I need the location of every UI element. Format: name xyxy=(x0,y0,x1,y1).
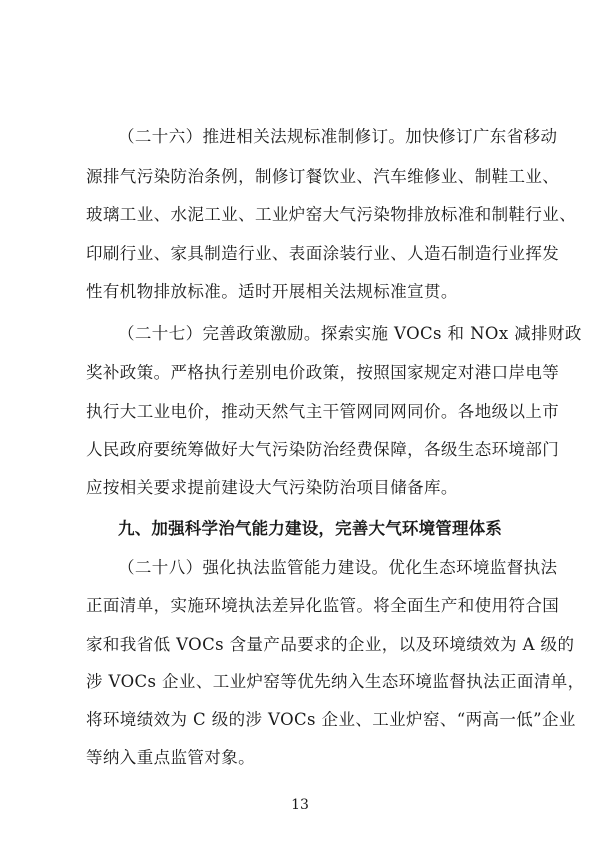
paragraph-28-line-4: 涉 VOCs 企业、工业炉窑等优先纳入生态环境监督执法正面清单， xyxy=(86,672,585,691)
page-number: 13 xyxy=(291,797,309,813)
section-9-heading: 九、加强科学治气能力建设，完善大气环境管理体系 xyxy=(118,519,503,538)
paragraph-27-line-2: 奖补政策。严格执行差别电价政策，按照国家规定对港口岸电等 xyxy=(86,363,560,382)
paragraph-28-line-3: 家和我省低 VOCs 含量产品要求的企业，以及环境绩效为 A 级的 xyxy=(86,635,575,654)
paragraph-28-line-5: 将环境绩效为 C 级的涉 VOCs 企业、工业炉窑、“两高一低”企业 xyxy=(86,710,576,729)
paragraph-27-line-1: （二十七）完善政策激励。探索实施 VOCs 和 NOx 减排财政 xyxy=(118,324,582,343)
paragraph-26-line-3: 玻璃工业、水泥工业、工业炉窑大气污染物排放标准和制鞋行业、 xyxy=(86,205,577,224)
paragraph-27-line-4: 人民政府要统筹做好大气污染防治经费保障，各级生态环境部门 xyxy=(86,440,560,459)
paragraph-28-line-1: （二十八）强化执法监管能力建设。优化生态环境监督执法 xyxy=(118,558,558,577)
paragraph-26-line-5: 性有机物排放标准。适时开展相关法规标准宣贯。 xyxy=(86,282,458,301)
paragraph-26-line-1: （二十六）推进相关法规标准制修订。加快修订广东省移动 xyxy=(118,127,558,146)
paragraph-26-line-2: 源排气污染防治条例，制修订餐饮业、汽车维修业、制鞋工业、 xyxy=(86,167,560,186)
paragraph-26-line-4: 印刷行业、家具制造行业、表面涂装行业、人造石制造行业挥发 xyxy=(86,244,560,263)
paragraph-28-line-6: 等纳入重点监管对象。 xyxy=(86,748,255,767)
paragraph-27-line-5: 应按相关要求提前建设大气污染防治项目储备库。 xyxy=(86,478,458,497)
paragraph-27-line-3: 执行大工业电价，推动天然气主干管网同网同价。各地级以上市 xyxy=(86,402,560,421)
paragraph-28-line-2: 正面清单，实施环境执法差异化监管。将全面生产和使用符合国 xyxy=(86,596,560,615)
